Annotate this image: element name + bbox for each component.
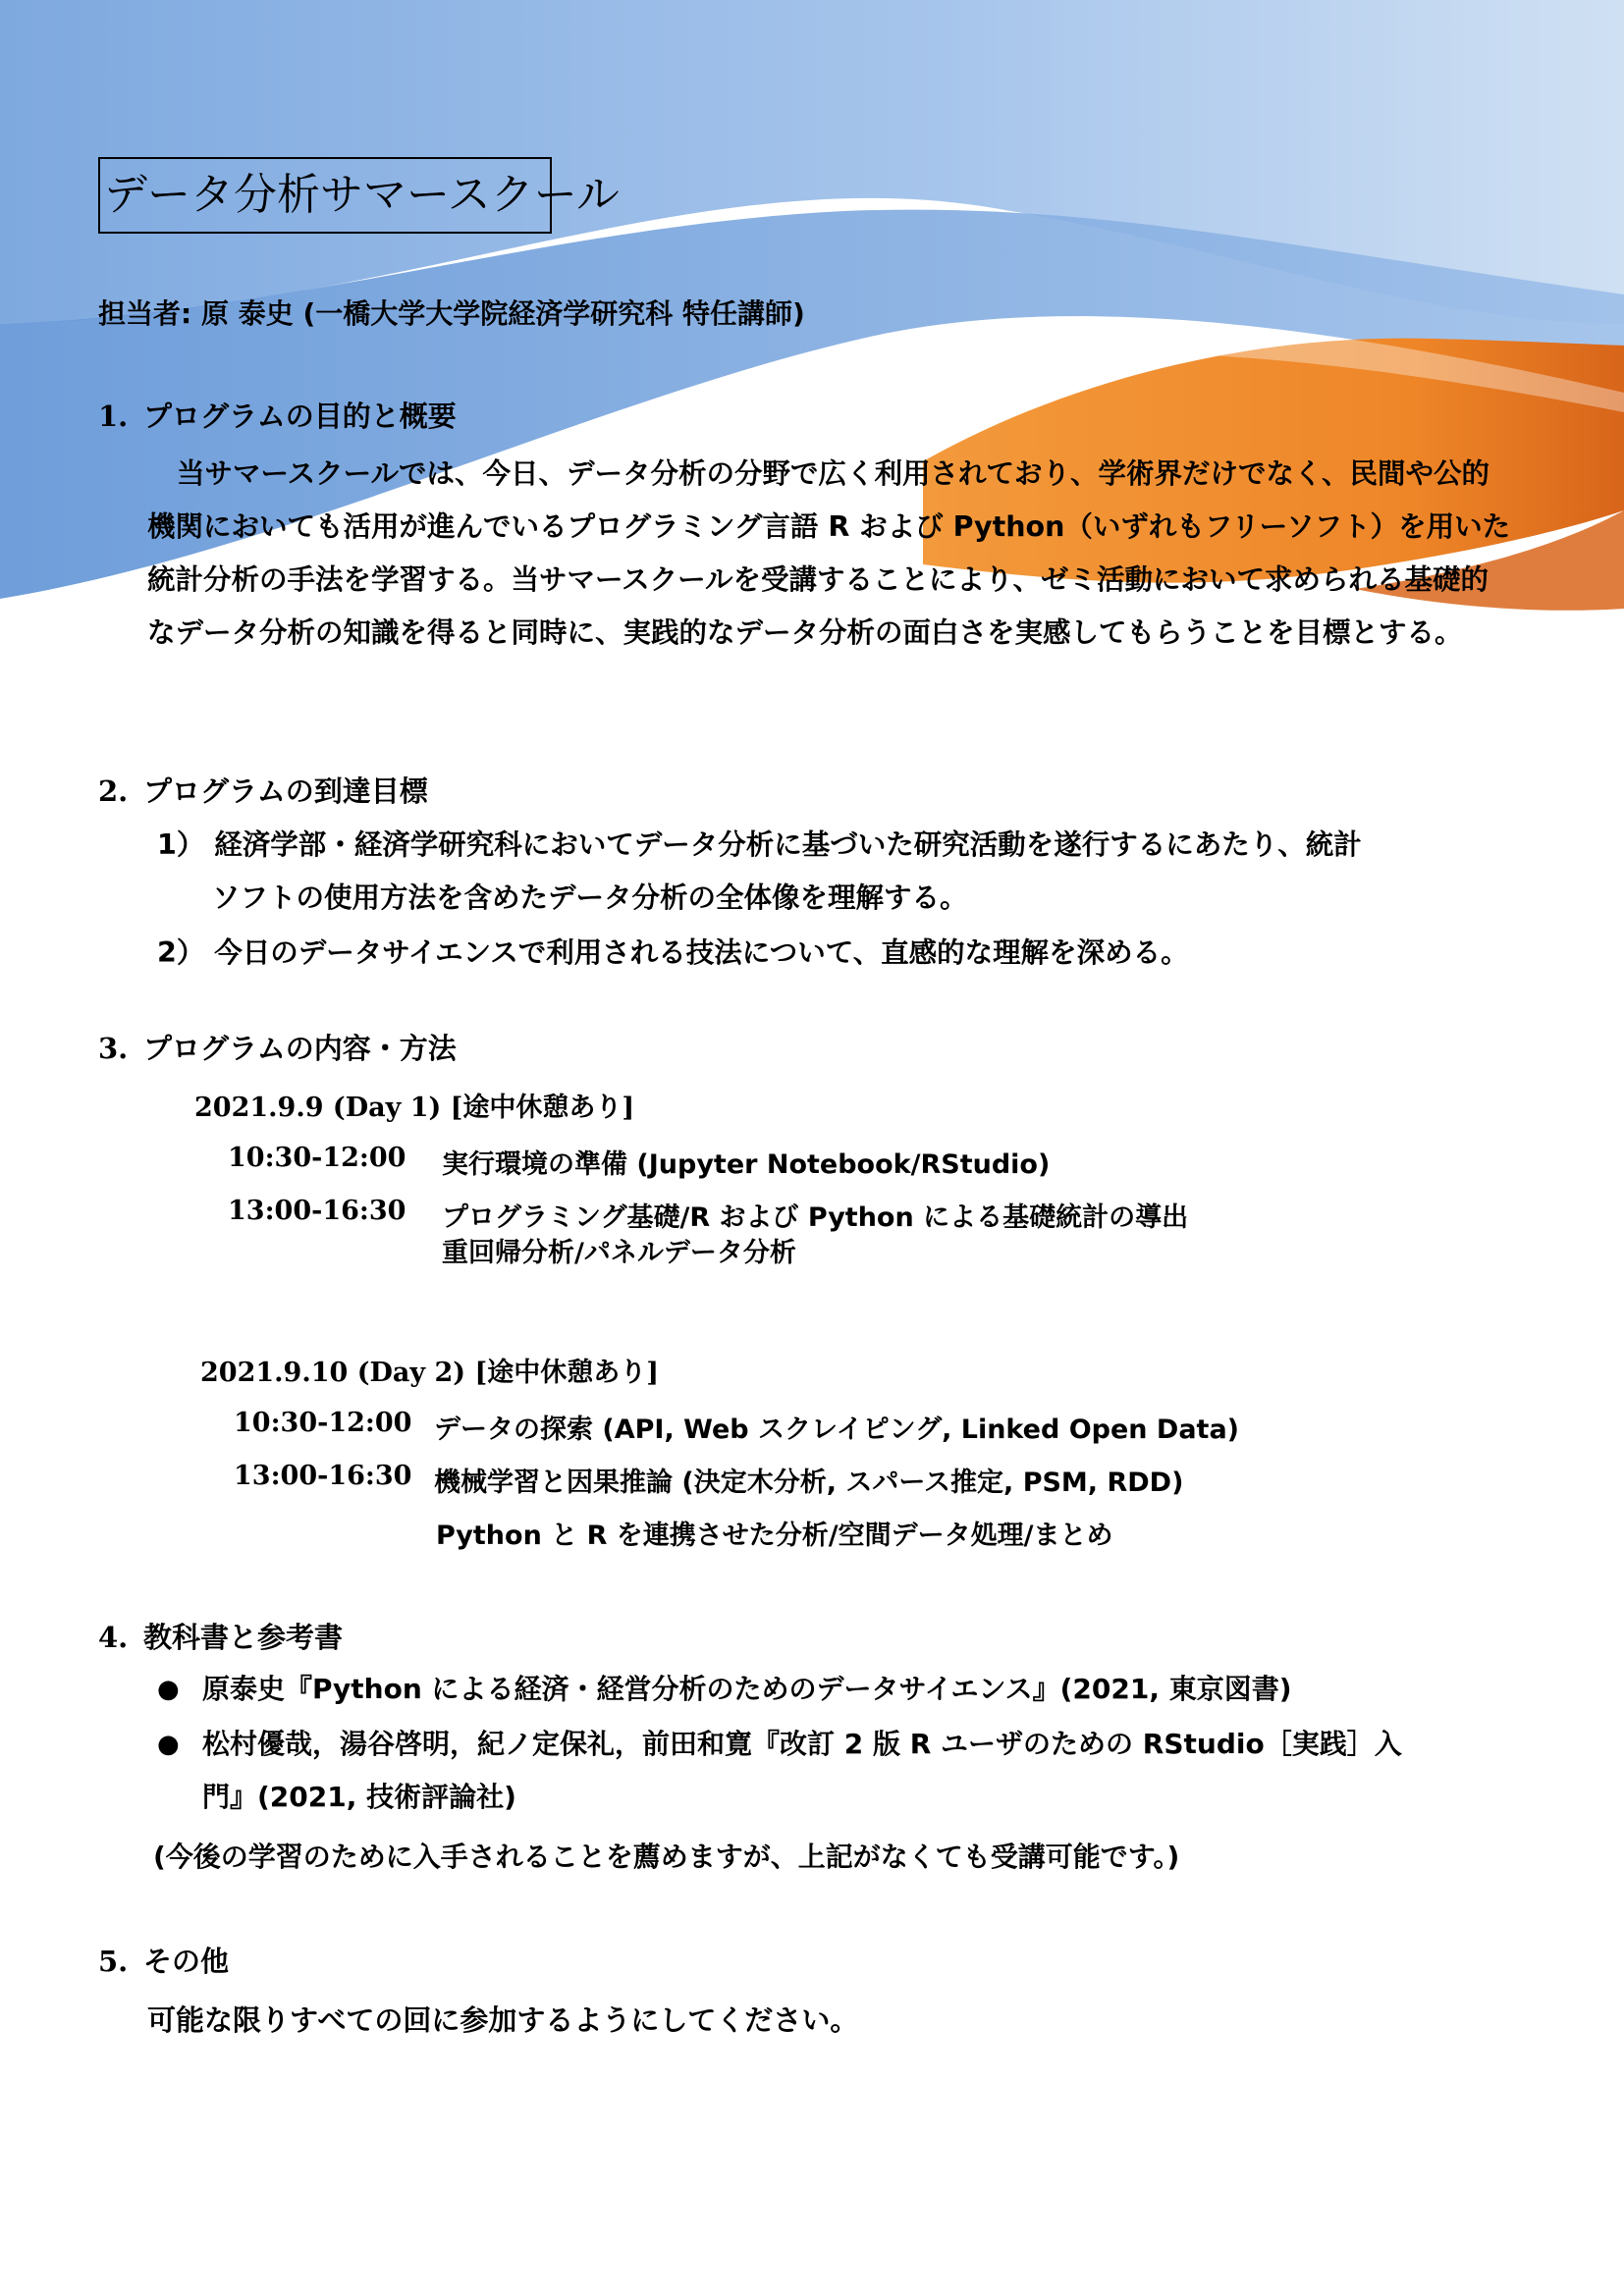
- schedule-description: データの探索 (API, Web スクレイピング, Linked Open Data): [434, 1415, 1240, 1445]
- section-number: 1.: [98, 400, 129, 433]
- schedule-row: [228, 1196, 1308, 1235]
- goal-label: 1）: [157, 828, 205, 861]
- paragraph-line: 当サマースクールでは、今日、データ分析の分野で広く利用されており、学術界だけでなく、民間や公的: [177, 457, 1489, 490]
- section-title: プログラムの到達目標: [143, 774, 428, 808]
- section-heading-4: [98, 1616, 343, 1656]
- schedule-day-2-date: 2021.9.10 (Day 2) [途中休憩あり]: [200, 1358, 659, 1388]
- goal-text-continued: ソフトの使用方法を含めたデータ分析の全体像を理解する。: [212, 881, 968, 914]
- paragraph-line: 機関においても活用が進んでいるプログラミング言語 R および Python（いずれもフリーソフト）を用いた: [147, 510, 1511, 543]
- section-heading-1: [98, 395, 457, 435]
- book-item-2: [157, 1718, 1532, 1826]
- section-heading-3: [98, 1027, 457, 1067]
- goal-item-2: [157, 927, 1189, 980]
- goal-text: 経済学部・経済学研究科においてデータ分析に基づいた研究活動を遂行するにあたり、統計: [214, 828, 1362, 861]
- schedule-row: [228, 1143, 1308, 1182]
- section-title: その他: [143, 1945, 230, 1978]
- schedule-description: 重回帰分析/パネルデータ分析: [442, 1238, 796, 1268]
- other-text: 可能な限りすべての回に参加するようにしてください。: [147, 2003, 859, 2037]
- lecturer-line: 担当者: 原 泰史 (一橋大学大学院経済学研究科 特任講師): [98, 297, 805, 330]
- section-number: 2.: [98, 774, 129, 808]
- goal-label: 2）: [157, 936, 205, 969]
- schedule-row: [234, 1408, 1314, 1447]
- purpose-paragraph: [147, 448, 1522, 660]
- bullet-icon: ●: [157, 1730, 180, 1759]
- schedule-time: 13:00-16:30: [234, 1461, 412, 1491]
- section-title: 教科書と参考書: [143, 1621, 344, 1654]
- schedule-description: Python と R を連携させた分析/空間データ処理/まとめ: [436, 1521, 1113, 1551]
- goal-text: 今日のデータサイエンスで利用される技法について、直感的な理解を深める。: [214, 936, 1189, 969]
- book-text-continued: 門』(2021, 技術評論社): [202, 1781, 516, 1813]
- section-number: 4.: [98, 1621, 129, 1654]
- schedule-description: 実行環境の準備 (Jupyter Notebook/RStudio): [442, 1149, 1051, 1180]
- schedule-description: プログラミング基礎/R および Python による基礎統計の導出: [442, 1202, 1189, 1233]
- paragraph-line: 統計分析の手法を学習する。当サマースクールを受講することにより、ゼミ活動において求められる基礎的: [147, 563, 1489, 596]
- document-title: データ分析サマースクール: [98, 157, 552, 234]
- books-note: (今後の学習のために入手されることを薦めますが、上記がなくても受講可能です。): [153, 1841, 1180, 1873]
- bullet-icon: ●: [157, 1675, 180, 1704]
- schedule-time: 13:00-16:30: [228, 1196, 406, 1226]
- section-title: プログラムの目的と概要: [143, 400, 457, 433]
- schedule-description: 機械学習と因果推論 (決定木分析, スパース推定, PSM, RDD): [434, 1468, 1184, 1498]
- book-text: 原泰史『Python による経済・経営分析のためのデータサイエンス』(2021, 東京図書): [202, 1673, 1292, 1705]
- section-number: 3.: [98, 1032, 129, 1065]
- schedule-row-continued: [234, 1514, 1314, 1553]
- section-number: 5.: [98, 1945, 129, 1978]
- schedule-time: 10:30-12:00: [228, 1143, 406, 1173]
- book-item-1: [157, 1663, 1532, 1716]
- goal-item-1: [157, 819, 1362, 925]
- schedule-row: [234, 1461, 1314, 1500]
- schedule-day-1-date: 2021.9.9 (Day 1) [途中休憩あり]: [194, 1093, 635, 1123]
- section-heading-5: [98, 1940, 229, 1980]
- schedule-time: 10:30-12:00: [234, 1408, 412, 1438]
- paragraph-line: なデータ分析の知識を得ると同時に、実践的なデータ分析の面白さを実感してもらうことを目標とする。: [147, 616, 1463, 649]
- book-text: 松村優哉，湯谷啓明，紀ノ定保礼，前田和寛『改訂 2 版 R ユーザのための RStudio［実践］入: [202, 1728, 1402, 1760]
- schedule-row-continued: [228, 1231, 1308, 1270]
- section-heading-2: [98, 770, 428, 810]
- section-title: プログラムの内容・方法: [143, 1032, 457, 1065]
